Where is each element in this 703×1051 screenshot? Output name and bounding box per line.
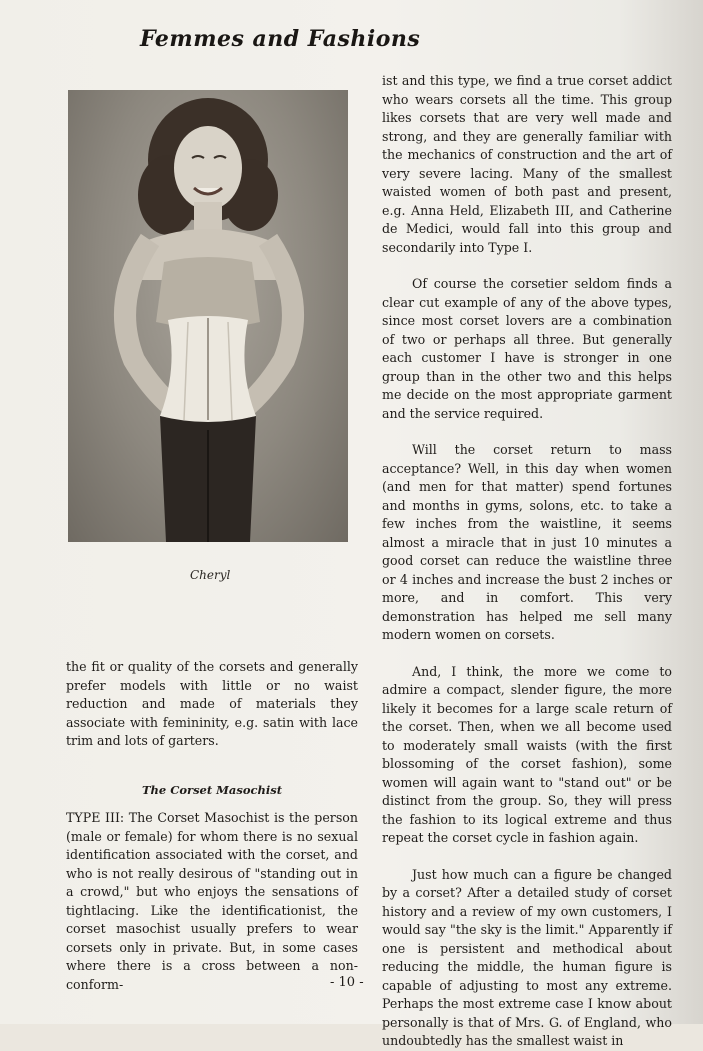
paragraph: TYPE III: The Corset Masochist is the person (male or female) for whom there is no sexual identification associated with the corset, and who is not really desirous of "standing out in a crowd," but who enjoys the sensations of tightlacing. Like the identificationist, the corset masochist usually prefers to wear corsets only in private. But, in some cases where there is a cross between a non-conform-: [66, 810, 358, 992]
photo-illustration: [68, 90, 348, 542]
paragraph: And, I think, the more we come to admire a compact, slender figure, the more likely it becomes for a large scale return of the corset. Then, when we all become used to moderately small waists (with the first blossoming of the corset fashion), some women will again want to "stand out" or be distinct from the group. So, they will press the fashion to its logical extreme and thus repeat the corset cycle in fashion again.: [382, 663, 672, 845]
photo-caption: Cheryl: [190, 568, 231, 582]
photo-cheryl: [68, 90, 348, 542]
right-column: [382, 72, 672, 1051]
page-heading: Femmes and Fashions: [140, 26, 421, 52]
paragraph: ist and this type, we find a true corset addict who wears corsets all the time. This group likes corsets that are very well made and strong, and they are generally familiar with the mechanics of construction and the art of very severe lacing. Many of the smallest waisted women of both past and present, e.g. Anna Held, Elizabeth III, and Catherine de Medici, would fall into this group and secondarily into Type I.: [382, 73, 672, 255]
paragraph: Will the corset return to mass acceptance? Well, in this day when women (and men for that matter) spend fortunes and months in gyms, solons, etc. to take a few inches from the waistline, it seems almost a miracle that in just 10 minutes a good corset can reduce the waistline three or 4 inches and increase the bust 2 inches or more, and in comfort. This very demonstration has helped me sell many modern women on corsets.: [382, 442, 672, 642]
paragraph: Of course the corsetier seldom finds a clear cut example of any of the above types, since most corset lovers are a combination of two or perhaps all three. But generally each customer I have is stronger in one group than in the other two and this helps me decide on the most appropriate garment and the service required.: [382, 276, 672, 421]
section-subheading: The Corset Masochist: [141, 782, 283, 797]
paragraph: Just how much can a figure be changed by a corset? After a detailed study of corset history and a review of my own customers, I would say "the sky is the limit." Apparently if one is persistent and methodical about reducing the middle, the human figure is capable of adjusting to most any extreme. Perhaps the most extreme case I know about personally is that of Mrs. G. of England, who undoubtedly has the smallest waist in: [382, 866, 672, 1048]
paragraph: the fit or quality of the corsets and generally prefer models with little or no waist reduction and made of materials they associate with femininity, e.g. satin with lace trim and lots of garters.: [66, 659, 358, 748]
page-number: - 10 -: [330, 975, 364, 990]
left-column: [66, 658, 358, 994]
